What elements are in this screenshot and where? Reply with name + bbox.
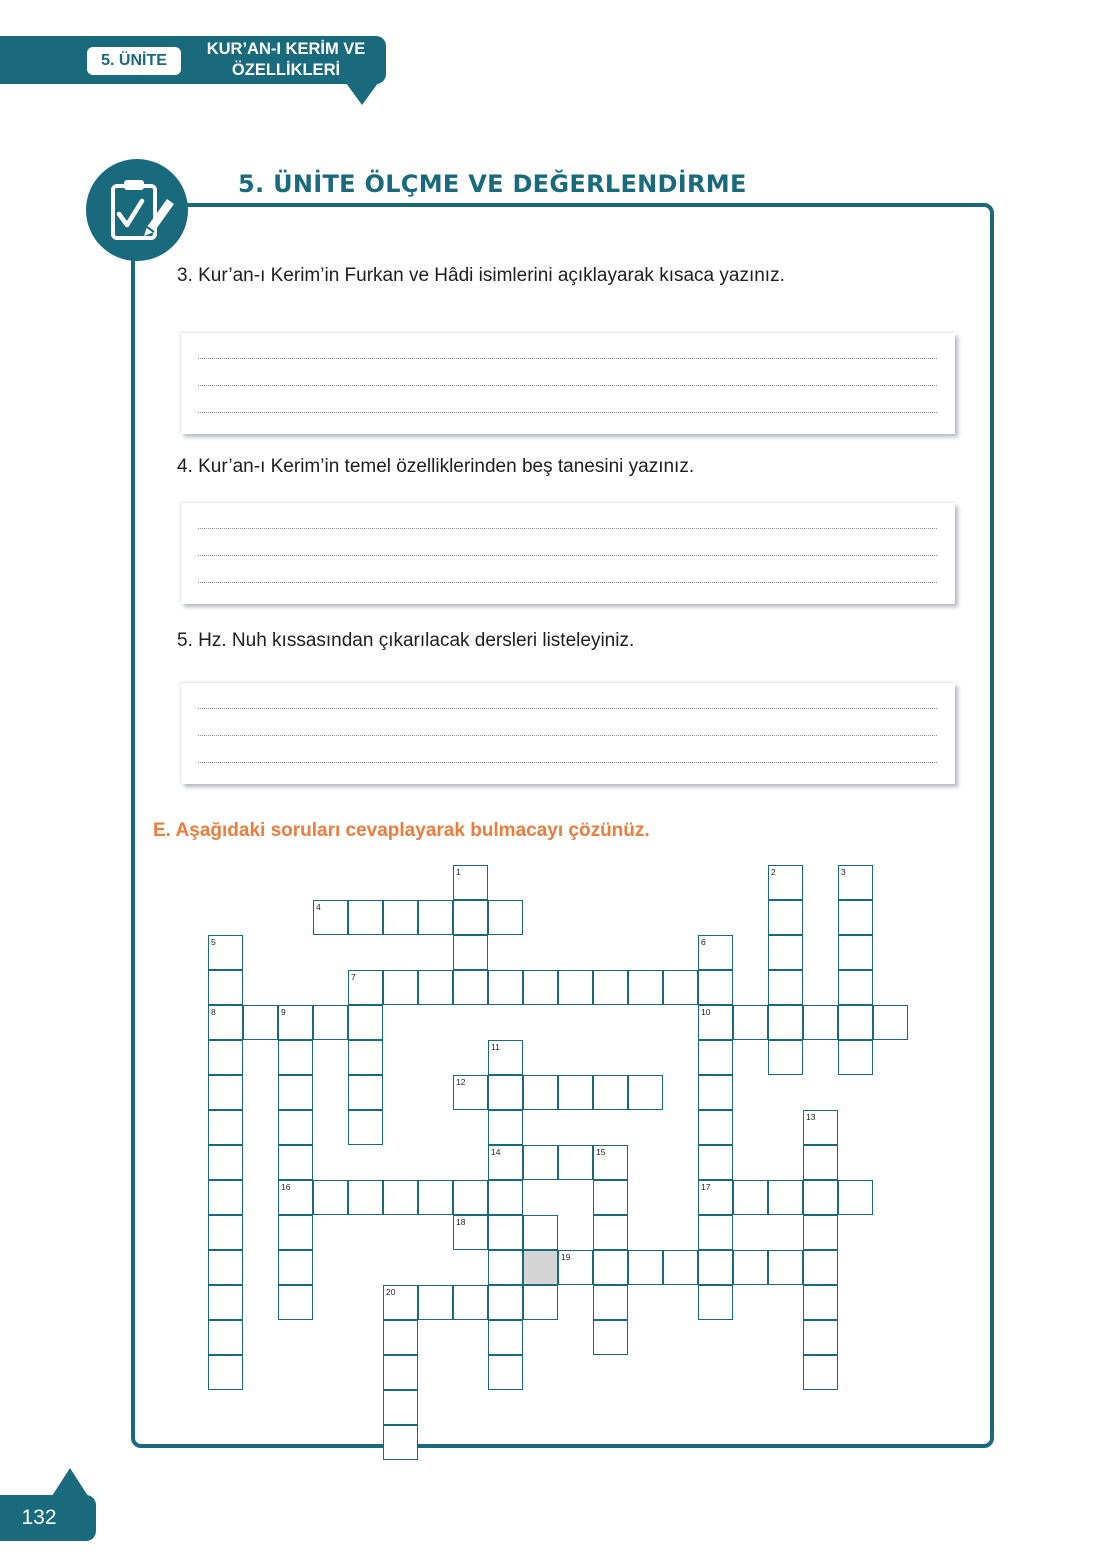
crossword-clue-number: 16	[281, 1182, 291, 1192]
section-e-title: E. Aşağıdaki soruları cevaplayarak bulmacayı çözünüz.	[153, 820, 650, 841]
crossword-cell[interactable]	[418, 1285, 453, 1320]
crossword-cell[interactable]	[418, 970, 453, 1005]
crossword-cell[interactable]	[313, 1005, 348, 1040]
crossword-cell[interactable]	[453, 1180, 488, 1215]
crossword-cell[interactable]	[453, 970, 488, 1005]
answer-line	[198, 762, 937, 763]
crossword-cell[interactable]	[278, 1075, 313, 1110]
crossword-cell[interactable]	[383, 900, 418, 935]
crossword-cell[interactable]	[803, 1320, 838, 1355]
answer-box-4[interactable]	[181, 503, 955, 604]
crossword-cell[interactable]	[803, 1180, 838, 1215]
crossword-cell[interactable]	[803, 1005, 838, 1040]
crossword-clue-number: 9	[281, 1007, 286, 1017]
crossword-cell[interactable]	[383, 1180, 418, 1215]
crossword-cell[interactable]	[383, 1390, 418, 1425]
question-4: 4. Kur’an-ı Kerim’in temel özelliklerinden beş tanesini yazınız.	[177, 456, 695, 477]
crossword-cell[interactable]	[768, 1250, 803, 1285]
crossword-cell[interactable]	[698, 1145, 733, 1180]
crossword-cell[interactable]	[488, 1215, 523, 1250]
crossword-clue-number: 13	[806, 1112, 816, 1122]
crossword-clue-number: 17	[701, 1182, 711, 1192]
crossword-cell[interactable]	[488, 1110, 523, 1145]
crossword-cell[interactable]	[523, 1145, 558, 1180]
crossword-clue-number: 3	[841, 867, 846, 877]
crossword-cell[interactable]	[558, 1075, 593, 1110]
crossword-cell[interactable]	[768, 935, 803, 970]
crossword-cell[interactable]	[698, 1075, 733, 1110]
crossword-cell[interactable]	[768, 970, 803, 1005]
crossword-cell[interactable]	[593, 1215, 628, 1250]
clipboard-check-icon	[86, 159, 188, 261]
unit-title-line1: KUR’AN-I KERİM VE	[206, 40, 366, 58]
crossword-clue-number: 19	[561, 1252, 571, 1262]
crossword-cell[interactable]	[768, 1005, 803, 1040]
crossword-cell[interactable]	[593, 1180, 628, 1215]
crossword-cell[interactable]	[523, 1075, 558, 1110]
crossword-cell[interactable]	[768, 1180, 803, 1215]
crossword-cell[interactable]	[348, 1180, 383, 1215]
crossword-cell[interactable]	[208, 1250, 243, 1285]
crossword-cell[interactable]	[488, 1075, 523, 1110]
crossword-clue-number: 8	[211, 1007, 216, 1017]
answer-line	[198, 528, 937, 529]
crossword-cell[interactable]	[348, 1040, 383, 1075]
answer-line	[198, 708, 937, 709]
crossword-cell[interactable]	[278, 1110, 313, 1145]
crossword-cell[interactable]	[278, 1285, 313, 1320]
crossword-cell[interactable]	[523, 1215, 558, 1250]
crossword-blocked-cell	[523, 1250, 558, 1285]
crossword-cell[interactable]	[488, 1180, 523, 1215]
answer-line	[198, 582, 937, 583]
crossword-clue-number: 15	[596, 1147, 606, 1157]
crossword-cell[interactable]	[558, 1145, 593, 1180]
crossword-clue-number: 20	[386, 1287, 396, 1297]
crossword-cell[interactable]	[768, 900, 803, 935]
crossword-clue-number: 14	[491, 1147, 501, 1157]
crossword-clue-number: 12	[456, 1077, 466, 1087]
crossword-cell[interactable]	[488, 970, 523, 1005]
crossword-cell[interactable]	[733, 1180, 768, 1215]
crossword-cell[interactable]	[348, 1110, 383, 1145]
crossword-cell[interactable]	[453, 900, 488, 935]
crossword-cell[interactable]	[278, 1145, 313, 1180]
crossword-cell[interactable]	[593, 1075, 628, 1110]
crossword-cell[interactable]	[698, 1040, 733, 1075]
crossword-cell[interactable]	[873, 1005, 908, 1040]
unit-badge: 5. ÜNİTE	[87, 47, 181, 75]
crossword-cell[interactable]	[418, 1180, 453, 1215]
crossword-cell[interactable]	[628, 1075, 663, 1110]
crossword-cell[interactable]	[208, 1110, 243, 1145]
crossword-cell[interactable]	[838, 935, 873, 970]
crossword-cell[interactable]	[628, 970, 663, 1005]
crossword-cell[interactable]	[488, 900, 523, 935]
answer-line	[198, 358, 937, 359]
crossword-clue-number: 18	[456, 1217, 466, 1227]
crossword-cell[interactable]	[453, 935, 488, 970]
crossword-cell[interactable]	[593, 970, 628, 1005]
unit-header-pointer	[346, 83, 378, 105]
crossword-cell[interactable]	[698, 1215, 733, 1250]
crossword-cell[interactable]	[803, 1250, 838, 1285]
crossword-cell[interactable]	[733, 1250, 768, 1285]
crossword-cell[interactable]	[488, 1250, 523, 1285]
crossword-cell[interactable]	[488, 1285, 523, 1320]
answer-line	[198, 735, 937, 736]
question-5: 5. Hz. Nuh kıssasından çıkarılacak dersleri listeleyiniz.	[177, 630, 635, 651]
crossword-cell[interactable]	[418, 900, 453, 935]
crossword-cell[interactable]	[593, 1285, 628, 1320]
page-number-pointer	[52, 1468, 88, 1496]
crossword-cell[interactable]	[278, 1040, 313, 1075]
crossword-cell[interactable]	[803, 1215, 838, 1250]
unit-title-line2: ÖZELLİKLERİ	[231, 61, 341, 79]
crossword-clue-number: 6	[701, 937, 706, 947]
crossword-cell[interactable]	[348, 1005, 383, 1040]
crossword-cell[interactable]	[313, 1180, 348, 1215]
crossword-cell[interactable]	[208, 1285, 243, 1320]
crossword-cell[interactable]	[803, 1145, 838, 1180]
crossword-cell[interactable]	[768, 1040, 803, 1075]
crossword-cell[interactable]	[383, 1425, 418, 1460]
crossword-clue-number: 10	[701, 1007, 711, 1017]
crossword-cell[interactable]	[208, 1320, 243, 1355]
crossword-cell[interactable]	[208, 1215, 243, 1250]
crossword-clue-number: 11	[491, 1042, 500, 1052]
crossword-cell[interactable]	[593, 1320, 628, 1355]
crossword-cell[interactable]	[838, 900, 873, 935]
crossword-cell[interactable]	[348, 1075, 383, 1110]
crossword-cell[interactable]	[208, 1040, 243, 1075]
crossword-cell[interactable]	[628, 1250, 663, 1285]
crossword-cell[interactable]	[208, 1075, 243, 1110]
crossword-cell[interactable]	[803, 1355, 838, 1390]
crossword-cell[interactable]	[278, 1250, 313, 1285]
crossword-cell[interactable]	[348, 900, 383, 935]
answer-line	[198, 555, 937, 556]
crossword-cell[interactable]	[383, 1355, 418, 1390]
crossword-clue-number: 2	[771, 867, 776, 877]
crossword-cell[interactable]	[838, 1005, 873, 1040]
unit-title	[188, 39, 384, 81]
crossword-cell[interactable]	[663, 970, 698, 1005]
question-3: 3. Kur’an-ı Kerim’in Furkan ve Hâdi isimlerini açıklayarak kısaca yazınız.	[177, 265, 785, 286]
crossword-cell[interactable]	[698, 1110, 733, 1145]
answer-line	[198, 412, 937, 413]
crossword-cell[interactable]	[838, 1040, 873, 1075]
crossword-cell[interactable]	[208, 1355, 243, 1390]
answer-line	[198, 385, 937, 386]
crossword-cell[interactable]	[698, 1285, 733, 1320]
crossword-cell[interactable]	[383, 1320, 418, 1355]
crossword-cell[interactable]	[243, 1005, 278, 1040]
crossword-cell[interactable]	[208, 970, 243, 1005]
crossword-cell[interactable]	[383, 970, 418, 1005]
crossword-cell[interactable]	[663, 1250, 698, 1285]
crossword-cell[interactable]	[488, 1355, 523, 1390]
section-icon-badge	[86, 159, 188, 261]
crossword-cell[interactable]	[208, 1180, 243, 1215]
answer-box-5[interactable]	[181, 683, 955, 784]
crossword-cell[interactable]	[453, 1285, 488, 1320]
crossword-cell[interactable]	[838, 970, 873, 1005]
crossword-cell[interactable]	[803, 1285, 838, 1320]
crossword-cell[interactable]	[278, 1215, 313, 1250]
crossword-cell[interactable]	[838, 1180, 873, 1215]
crossword-cell[interactable]	[558, 970, 593, 1005]
answer-box-3[interactable]	[181, 333, 955, 434]
crossword-cell[interactable]	[733, 1005, 768, 1040]
crossword-cell[interactable]	[523, 970, 558, 1005]
crossword-clue-number: 7	[351, 972, 356, 982]
crossword-clue-number: 4	[316, 902, 321, 912]
section-title: 5. ÜNİTE ÖLÇME VE DEĞERLENDİRME	[238, 170, 747, 198]
crossword-cell[interactable]	[698, 1250, 733, 1285]
crossword-cell[interactable]	[523, 1285, 558, 1320]
crossword-clue-number: 5	[211, 937, 216, 947]
crossword-cell[interactable]	[593, 1250, 628, 1285]
crossword-cell[interactable]	[488, 1320, 523, 1355]
page-number: 132	[21, 1506, 57, 1529]
crossword-cell[interactable]	[208, 1145, 243, 1180]
crossword-clue-number: 1	[456, 867, 461, 877]
crossword-cell[interactable]	[698, 970, 733, 1005]
